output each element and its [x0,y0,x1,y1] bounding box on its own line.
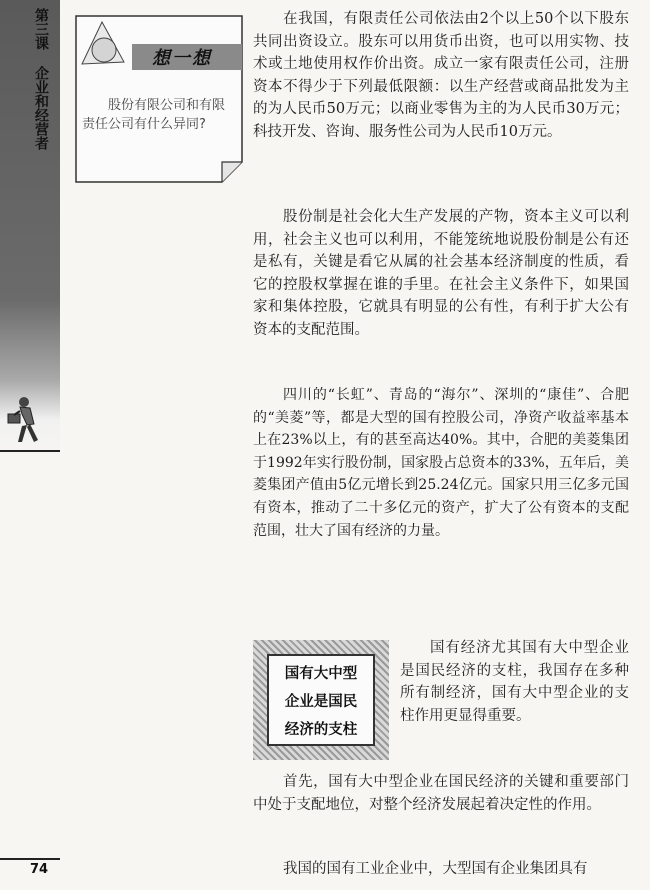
paragraph-first: 首先，国有大中型企业在国民经济的关键和重要部门中处于支配地位，对整个经济发展起着决定性的作用。 [253,774,629,813]
section-heading-line1: 国有大中型 [284,666,358,682]
sidebar-lesson: 第三课 [33,8,49,50]
sidebar-lesson-title [33,8,49,150]
paragraph-pillar: 国有经济尤其国有大中型企业是国民经济的支柱，我国存在多种所有制经济，国有大中型企业的支柱作用更显得重要。 [400,640,629,724]
paragraph-continued: 我国的国有工业企业中，大型国有企业集团具有 [283,861,588,877]
think-title: 想一想 [152,48,212,69]
footer-divider [0,858,60,860]
paragraph-company-law: 在我国，有限责任公司依法由2个以上50个以下股东共同出资设立。股东可以用货币出资，也可以用实物、技术或土地使用权作价出资。成立一家有限责任公司，注册资本不得少于下列最低限额：以生产经营或商品批发为主的为人民币50万元；以商业零售为主的为人民币30万元；科技开发、咨询、服务性公司为人民币10万元。 [253,11,629,140]
sidebar-topic: 企业和经营者 [33,66,49,150]
walking-man-icon [0,392,60,450]
paragraph-examples: 四川的“长虹”、青岛的“海尔”、深圳的“康佳”、合肥的“美菱”等，都是大型的国有控股公司，净资产收益率基本上在23%以上，有的甚至高达40%。其中，合肥的美菱集团于1992年实行股份制，国家股占总资本的33%，五年后，美菱集团产值由5亿元增长到25.24亿元。国家只用三亿多元国有资本，推动了二十多亿元的资产，扩大了公有资本的支配范围，壮大了国有经济的力量。 [253,387,629,539]
paragraph-shareholding: 股份制是社会化大生产发展的产物，资本主义可以利用，社会主义也可以利用，不能笼统地说股份制是公有还是私有，关键是看它从属的社会基本经济制度的性质，看它的控股权掌握在谁的手里。在社会主义条件下，如果国家和集体控股，它就具有明显的公有性，有利于扩大公有资本的支配范围。 [253,209,629,338]
section-heading-box [253,640,389,760]
page-number: 74 [30,862,49,877]
section-heading [267,654,375,746]
section-heading-line3: 经济的支柱 [284,722,358,738]
think-question: 股份有限公司和有限责任公司有什么异同? [82,98,226,132]
sidebar-divider [0,450,60,452]
section-heading-line2: 企业是国民 [284,694,358,710]
